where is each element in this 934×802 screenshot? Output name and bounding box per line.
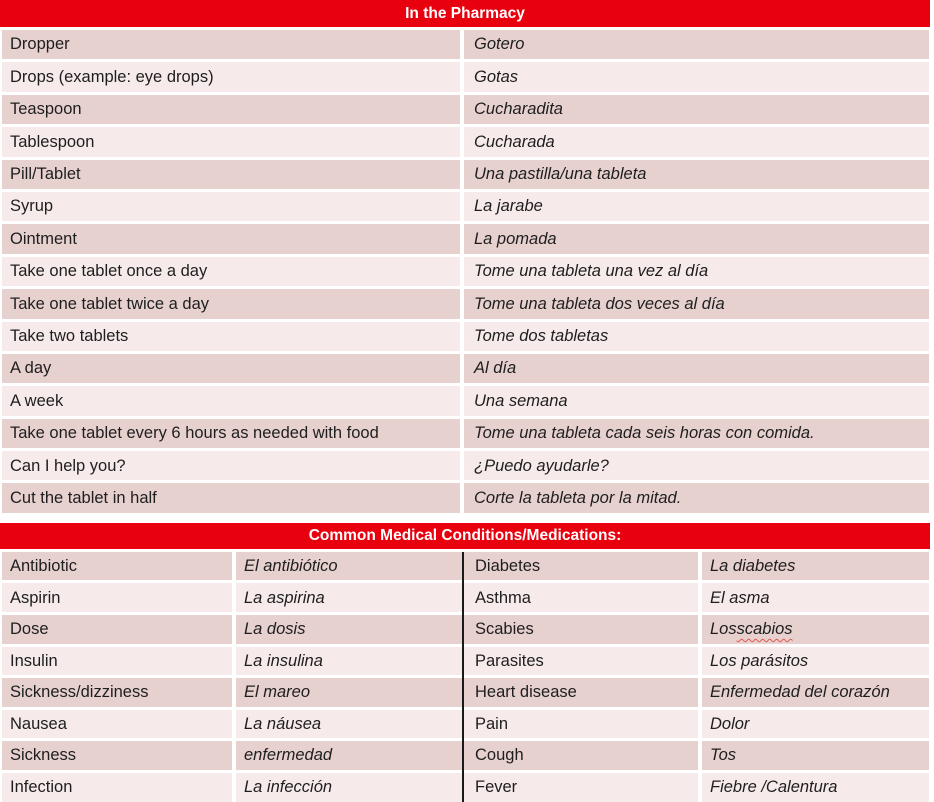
pharmacy-row <box>0 257 930 286</box>
english-term-cell: Tablespoon <box>2 127 460 156</box>
spanish-term-cell: Corte la tableta por la mitad. <box>464 483 929 512</box>
english-term-cell: A day <box>2 354 460 383</box>
spanish-term-cell: Tome una tableta una vez al día <box>464 257 929 286</box>
spanish-term-cell: enfermedad <box>236 741 462 770</box>
spanish-term-cell: Enfermedad del corazón <box>702 678 929 707</box>
conditions-table-wrap <box>0 552 930 802</box>
spanish-term-cell: Fiebre /Calentura <box>702 773 929 802</box>
conditions-row <box>0 741 930 770</box>
spanish-term-cell: Al día <box>464 354 929 383</box>
pharmacy-row <box>0 62 930 91</box>
english-term-cell: Heart disease <box>462 678 698 707</box>
spanish-term-cell <box>702 615 929 644</box>
english-term-cell: Take two tablets <box>2 322 460 351</box>
english-term-cell: Can I help you? <box>2 451 460 480</box>
english-term-cell: Diabetes <box>462 552 698 581</box>
misspelled-word: scabios <box>736 620 793 639</box>
spanish-term-cell: Una pastilla/una tableta <box>464 160 929 189</box>
spanish-term-cell: La diabetes <box>702 552 929 581</box>
english-term-cell: Take one tablet twice a day <box>2 289 460 318</box>
pharmacy-row <box>0 289 930 318</box>
spanish-term-cell: Gotero <box>464 30 929 59</box>
conditions-row <box>0 583 930 612</box>
spanish-term-cell: ¿Puedo ayudarle? <box>464 451 929 480</box>
conditions-section <box>0 523 934 802</box>
english-term-cell: Cut the tablet in half <box>2 483 460 512</box>
conditions-row <box>0 552 930 581</box>
spanish-term-cell: Tome una tableta cada seis horas con comida. <box>464 419 929 448</box>
spanish-term-cell: La aspirina <box>236 583 462 612</box>
english-term-cell: Sickness <box>2 741 232 770</box>
english-term-cell: Sickness/dizziness <box>2 678 232 707</box>
english-term-cell: Take one tablet every 6 hours as needed with food <box>2 419 460 448</box>
pharmacy-row <box>0 483 930 512</box>
english-term-cell: Infection <box>2 773 232 802</box>
pharmacy-row <box>0 127 930 156</box>
conditions-row <box>0 647 930 676</box>
english-term-cell: Dropper <box>2 30 460 59</box>
conditions-row <box>0 773 930 802</box>
english-term-cell: Scabies <box>462 615 698 644</box>
english-term-cell: Asthma <box>462 583 698 612</box>
pharmacy-row <box>0 419 930 448</box>
pharmacy-section-header: In the Pharmacy <box>0 0 930 27</box>
spanish-term-cell: Dolor <box>702 710 929 739</box>
pharmacy-row <box>0 192 930 221</box>
pharmacy-row <box>0 354 930 383</box>
pharmacy-row <box>0 322 930 351</box>
spanish-term-cell: El asma <box>702 583 929 612</box>
pharmacy-row <box>0 451 930 480</box>
english-term-cell: Teaspoon <box>2 95 460 124</box>
spanish-term-cell: Cucharadita <box>464 95 929 124</box>
spanish-term-cell: La náusea <box>236 710 462 739</box>
spanish-term-cell: Los parásitos <box>702 647 929 676</box>
spanish-term-cell: La jarabe <box>464 192 929 221</box>
pharmacy-row <box>0 224 930 253</box>
english-term-cell: A week <box>2 386 460 415</box>
spanish-term-cell: El antibiótico <box>236 552 462 581</box>
spanish-term-cell: Tome dos tabletas <box>464 322 929 351</box>
spanish-term-cell: Cucharada <box>464 127 929 156</box>
pharmacy-row <box>0 95 930 124</box>
column-divider-line <box>462 552 464 802</box>
conditions-row <box>0 710 930 739</box>
english-term-cell: Pill/Tablet <box>2 160 460 189</box>
conditions-row <box>0 615 930 644</box>
english-term-cell: Syrup <box>2 192 460 221</box>
english-term-cell: Antibiotic <box>2 552 232 581</box>
spanish-term-cell: La infección <box>236 773 462 802</box>
conditions-table <box>0 552 930 802</box>
english-term-cell: Aspirin <box>2 583 232 612</box>
english-term-cell: Drops (example: eye drops) <box>2 62 460 91</box>
english-term-cell: Take one tablet once a day <box>2 257 460 286</box>
conditions-section-header: Common Medical Conditions/Medications: <box>0 523 930 549</box>
spanish-term-cell: La dosis <box>236 615 462 644</box>
spanish-term-cell: Una semana <box>464 386 929 415</box>
english-term-cell: Dose <box>2 615 232 644</box>
spanish-term-text: Los <box>710 620 737 639</box>
english-term-cell: Pain <box>462 710 698 739</box>
english-term-cell: Parasites <box>462 647 698 676</box>
spanish-term-cell: Gotas <box>464 62 929 91</box>
english-term-cell: Ointment <box>2 224 460 253</box>
english-term-cell: Insulin <box>2 647 232 676</box>
spanish-term-cell: Tos <box>702 741 929 770</box>
spanish-term-cell: La pomada <box>464 224 929 253</box>
pharmacy-table <box>0 30 930 513</box>
spanish-term-cell: El mareo <box>236 678 462 707</box>
english-term-cell: Nausea <box>2 710 232 739</box>
pharmacy-row <box>0 160 930 189</box>
spanish-term-cell: La insulina <box>236 647 462 676</box>
conditions-row <box>0 678 930 707</box>
pharmacy-row <box>0 30 930 59</box>
english-term-cell: Cough <box>462 741 698 770</box>
spanish-term-cell: Tome una tableta dos veces al día <box>464 289 929 318</box>
english-term-cell: Fever <box>462 773 698 802</box>
pharmacy-row <box>0 386 930 415</box>
